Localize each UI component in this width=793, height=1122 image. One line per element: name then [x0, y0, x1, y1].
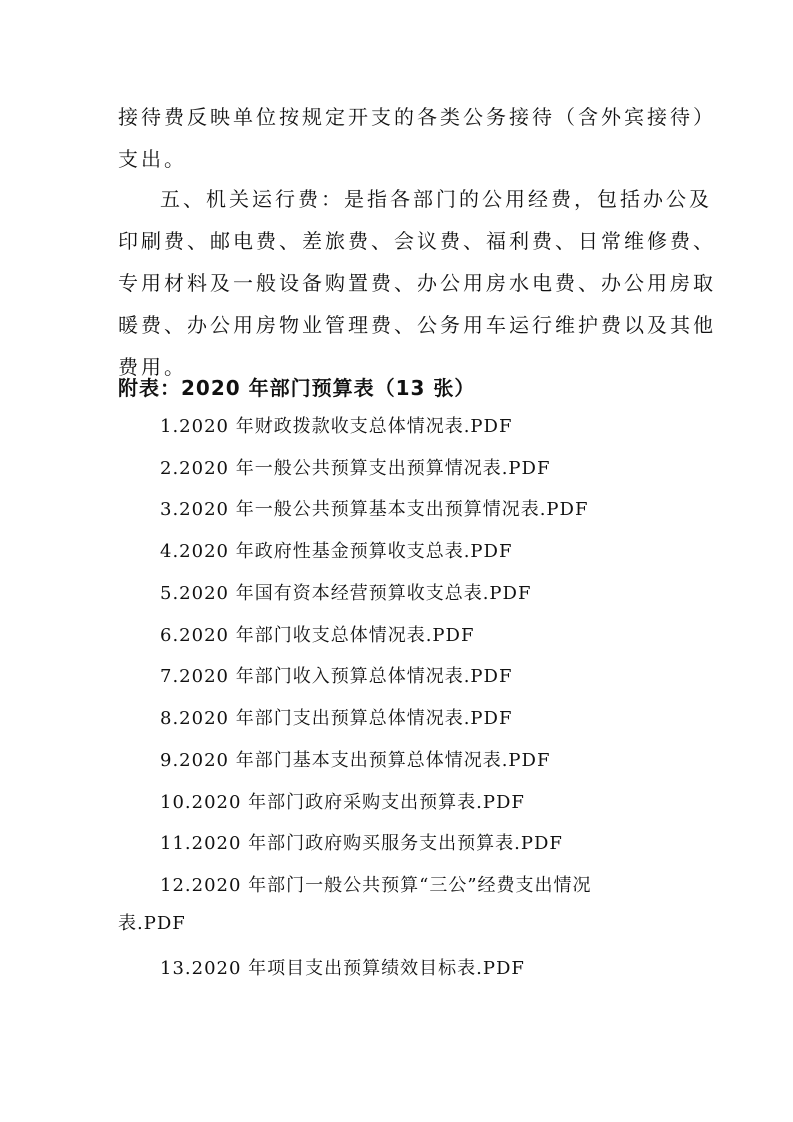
appendix-link-1[interactable]: 1.2020 年财政拨款收支总体情况表.PDF	[160, 416, 513, 437]
paragraph-line: 费用。	[118, 355, 187, 379]
appendix-link-10[interactable]: 10.2020 年部门政府采购支出预算表.PDF	[160, 792, 525, 813]
appendix-link-13[interactable]: 13.2020 年项目支出预算绩效目标表.PDF	[160, 958, 525, 979]
appendix-link-9[interactable]: 9.2020 年部门基本支出预算总体情况表.PDF	[160, 750, 551, 771]
appendix-link-7[interactable]: 7.2020 年部门收入预算总体情况表.PDF	[160, 666, 513, 687]
appendix-heading: 附表：2020 年部门预算表（13 张）	[118, 376, 476, 400]
paragraph-line: 专用材料及一般设备购置费、办公用房水电费、办公用房取	[118, 271, 716, 295]
appendix-link-8[interactable]: 8.2020 年部门支出预算总体情况表.PDF	[160, 708, 513, 729]
paragraph-line: 五、机关运行费：是指各部门的公用经费，包括办公及	[160, 187, 712, 211]
appendix-link-5[interactable]: 5.2020 年国有资本经营预算收支总表.PDF	[160, 583, 532, 604]
paragraph-line: 印刷费、邮电费、差旅费、会议费、福利费、日常维修费、	[118, 229, 716, 253]
paragraph-line: 接待费反映单位按规定开支的各类公务接待（含外宾接待）	[118, 105, 716, 129]
appendix-link-11[interactable]: 11.2020 年部门政府购买服务支出预算表.PDF	[160, 833, 563, 854]
paragraph-line: 暖费、办公用房物业管理费、公务用车运行维护费以及其他	[118, 313, 716, 337]
appendix-link-12[interactable]: 12.2020 年部门一般公共预算“三公”经费支出情况	[160, 875, 592, 896]
appendix-link-3[interactable]: 3.2020 年一般公共预算基本支出预算情况表.PDF	[160, 499, 589, 520]
appendix-link-6[interactable]: 6.2020 年部门收支总体情况表.PDF	[160, 625, 475, 646]
appendix-link-12-continued[interactable]: 表.PDF	[118, 913, 186, 934]
appendix-link-4[interactable]: 4.2020 年政府性基金预算收支总表.PDF	[160, 541, 513, 562]
paragraph-line: 支出。	[118, 147, 187, 171]
appendix-link-2[interactable]: 2.2020 年一般公共预算支出预算情况表.PDF	[160, 458, 551, 479]
